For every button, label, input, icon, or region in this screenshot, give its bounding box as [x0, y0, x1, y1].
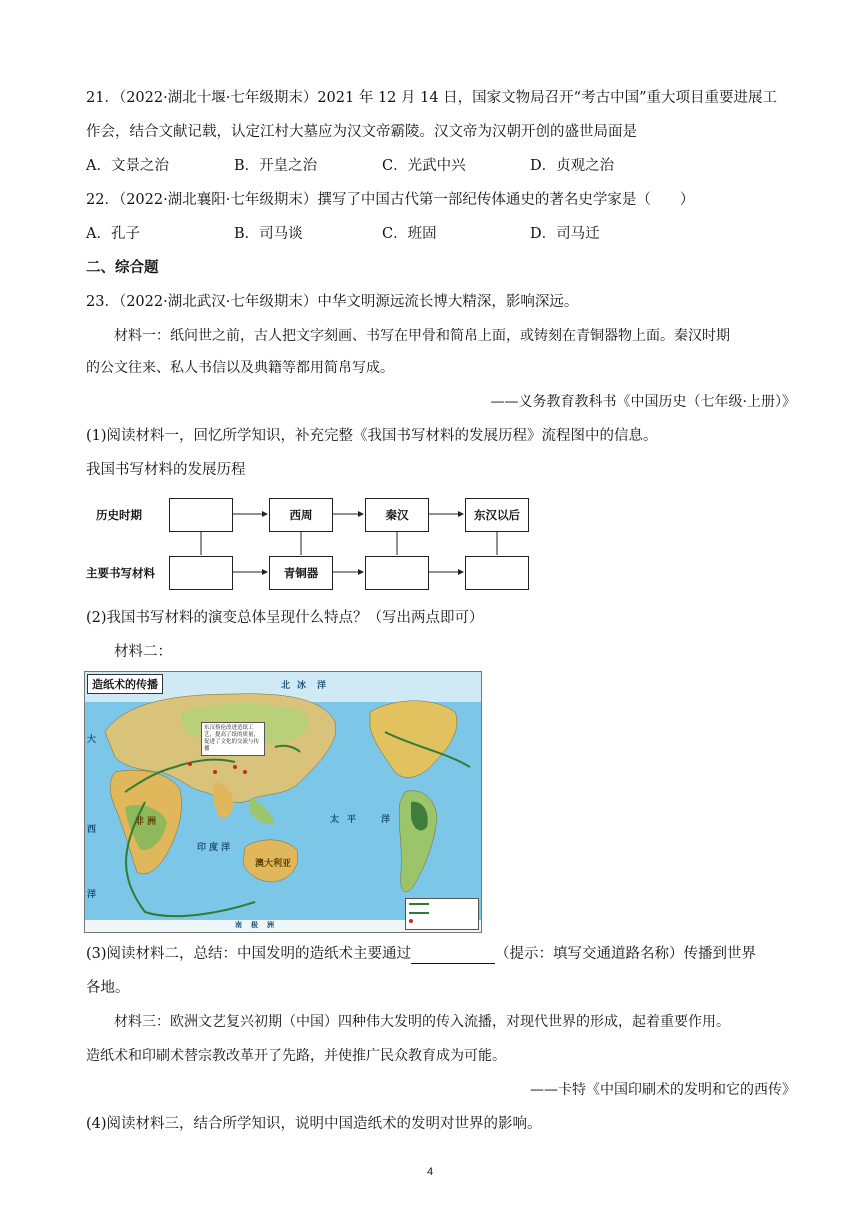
q21-line2: 作会，结合文献记载，认定江村大墓应为汉文帝霸陵。汉文帝为汉朝开创的盛世局面是 [86, 124, 637, 140]
flow-box-period-blank[interactable] [169, 498, 233, 532]
q22-option-b: B．司马谈 [234, 226, 303, 242]
map-callout-cai-lun: 东汉蔡伦改进造纸工艺，提高了纸的质量，促进了文化的交流与传播 [201, 722, 265, 756]
map-label-indian-1: 印 [197, 842, 207, 852]
map-label-atlantic-3: 洋 [87, 889, 97, 899]
map-label-atlantic-2: 西 [87, 824, 97, 834]
flow-box-material-blank-1[interactable] [169, 556, 233, 590]
q22-options [86, 224, 678, 244]
material1-line2: 的公文往来、私人书信以及典籍等都用简帛写成。 [86, 360, 394, 376]
legend-arrow-icon [409, 903, 429, 905]
q22-option-a: A．孔子 [86, 226, 140, 242]
legend-dot-icon [409, 919, 413, 923]
map-label-pacific-2: 平 [347, 814, 357, 824]
q22-option-c: C．班固 [382, 226, 437, 242]
map-label-pacific-1: 太 [330, 814, 340, 824]
map-label-ice: 冰 [297, 680, 307, 690]
map-label-indian-2: 度 [209, 842, 219, 852]
paper-spread-map [84, 671, 482, 933]
q23-sub2: (2)我国书写材料的演变总体呈现什么特点？（写出两点即可） [86, 610, 484, 626]
map-label-australia: 澳大利亚 [255, 858, 292, 868]
map-label-antarctica-2: 极 [251, 922, 258, 929]
material3-source: ——卡特《中国印刷术的发明和它的西传》 [530, 1082, 796, 1098]
material3-line2: 造纸术和印刷术替宗教改革开了先路，并使推广民众教育成为可能。 [86, 1048, 506, 1064]
legend-time [406, 908, 478, 917]
legend-spread-route [406, 899, 478, 908]
legend-line-icon [409, 912, 429, 914]
map-label-antarctica-3: 洲 [267, 922, 274, 929]
material2-label: 材料二： [114, 644, 172, 660]
map-title: 造纸术的传播 [87, 674, 163, 694]
material1-line1: 材料一：纸问世之前，古人把文字刻画、书写在甲骨和简帛上面，或铸刻在青铜器物上面。秦汉时期 [114, 328, 730, 344]
row-label-material: 主要书写材料 [86, 566, 155, 580]
q23-sub4: (4)阅读材料三，结合所学知识，说明中国造纸术的发明对世界的影响。 [86, 1116, 542, 1132]
page-number: 4 [426, 1166, 434, 1178]
flow-box-material-blank-3[interactable] [465, 556, 529, 590]
world-map-graphic [85, 672, 481, 932]
map-label-indian-3: 洋 [221, 842, 231, 852]
q22-stem: 22．（2022·湖北襄阳·七年级期末）撰写了中国古代第一部纪传体通史的著名史学家是（ ） [86, 192, 695, 208]
flow-chart [86, 490, 546, 590]
map-legend [405, 898, 479, 930]
q21-option-b: B．开皇之治 [234, 158, 318, 174]
q21-options [86, 156, 678, 176]
q23-sub3-answer-blank[interactable] [411, 947, 495, 964]
map-label-antarctica-1: 南 [235, 922, 242, 929]
q23-sub1: (1)阅读材料一，回忆所学知识，补充完整《我国书写材料的发展历程》流程图中的信息。 [86, 428, 658, 444]
q22-option-d: D．司马迁 [530, 226, 600, 242]
flow-box-period-qin-han: 秦汉 [365, 498, 429, 532]
map-label-africa-1: 非 [135, 816, 145, 826]
flow-box-material-bronze: 青铜器 [269, 556, 333, 590]
q21-line1: 21．（2022·湖北十堰·七年级期末）2021 年 12 月 14 日，国家文物局召开“考古中国”重大项目重要进展工 [86, 90, 777, 106]
q21-option-d: D．贞观之治 [530, 158, 615, 174]
material3-line1: 材料三：欧洲文艺复兴初期（中国）四种伟大发明的传入流播，对现代世界的形成，起着重要作用。 [114, 1014, 730, 1030]
map-label-ocean-1: 洋 [317, 680, 327, 690]
flow-box-period-western-zhou: 西周 [269, 498, 333, 532]
q23-stem: 23．（2022·湖北武汉·七年级期末）中华文明源远流长博大精深，影响深远。 [86, 294, 579, 310]
map-label-africa-2: 洲 [147, 816, 157, 826]
q23-sub3-part1: (3)阅读材料二，总结：中国发明的造纸术主要通过 [86, 946, 412, 962]
flow-box-material-blank-2[interactable] [365, 556, 429, 590]
flow-chart-title: 我国书写材料的发展历程 [86, 462, 246, 478]
q21-option-a: A．文景之治 [86, 158, 169, 174]
q23-sub3-part2: （提示：填写交通道路名称）传播到世界 [495, 946, 757, 962]
flow-box-period-eastern-han: 东汉以后 [465, 498, 529, 532]
q23-sub3 [86, 944, 756, 964]
map-label-north: 北 [281, 680, 291, 690]
map-label-pacific-3: 洋 [381, 814, 391, 824]
row-label-period: 历史时期 [96, 508, 142, 522]
map-label-atlantic-1: 大 [87, 734, 97, 744]
section-heading: 二、综合题 [86, 259, 159, 276]
material1-source: ——义务教育教科书《中国历史（七年级·上册）》 [490, 394, 796, 410]
q21-option-c: C．光武中兴 [382, 158, 466, 174]
legend-site [406, 917, 478, 926]
q23-sub3-line2: 各地。 [86, 980, 130, 996]
